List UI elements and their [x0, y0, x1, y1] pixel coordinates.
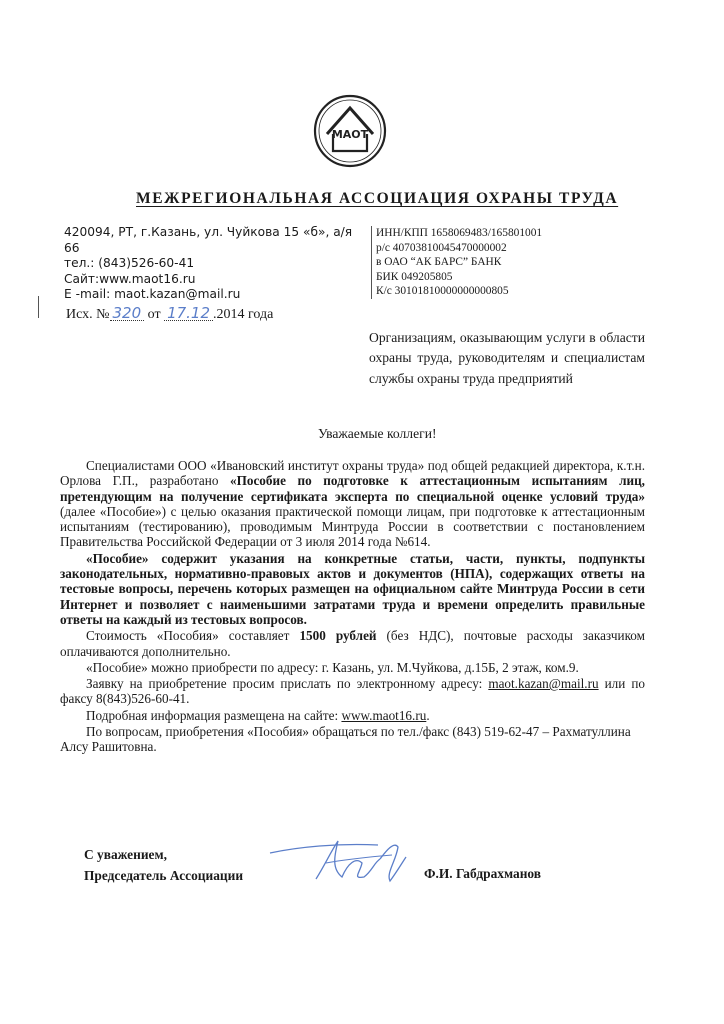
paragraph-4 [60, 660, 645, 675]
paragraph-2 [60, 551, 645, 627]
handwritten-number: 320 [110, 306, 145, 321]
letter-body [60, 458, 645, 756]
p1-text-end: (далее «Пособие») с целью оказания практической помощи лицам, при подготовке к аттестационным испытаниям (тестированию), проводимым Минтруда России в соответствии с постановлением Правительства Российской Федерации от 3 июля 2014 года №614. [60, 503, 645, 550]
p5-text-start: Заявку на приобретение просим прислать по электронному адресу: [86, 676, 489, 692]
greeting: Уважаемые коллеги! [318, 426, 437, 441]
organization-name: МЕЖРЕГИОНАЛЬНАЯ АССОЦИАЦИЯ ОХРАНЫ ТРУДА [136, 190, 619, 207]
correspondent-account: К/с 30101810000000000805 [376, 285, 509, 298]
p4-text: «Пособие» можно приобрести по адресу: г. Казань, ул. М.Чуйкова, д.15Б, 2 этаж, ком.9. [86, 659, 579, 675]
inn-kpp: ИНН/КПП 1658069483/165801001 [376, 227, 543, 239]
bik: БИК 049205805 [376, 270, 453, 283]
divider-line [38, 296, 39, 318]
maot-logo [313, 94, 387, 168]
paragraph-7 [60, 724, 645, 755]
logo-text: МАОТ [331, 128, 369, 141]
outgoing-prefix: Исх. № [66, 307, 110, 322]
p1-manual-title: «Пособие по подготовке к аттестационным испытаниям лиц, претендующим на получение сертификата эксперта по специальной оценке условий труда» [60, 473, 645, 504]
paragraph-6 [60, 708, 645, 723]
outgoing-year: .2014 года [213, 307, 274, 322]
p6-text-start: Подробная информация размещена на сайте: [86, 707, 342, 723]
handwritten-signature [268, 833, 418, 891]
address-line: 420094, РТ, г.Казань, ул. Чуйкова 15 «б», а/я [64, 225, 353, 239]
p1-text-start: Специалистами ООО «Ивановский институт охраны труда» под общей редакцией директора, к.т.н. Орлова Г.П., разработано [60, 458, 645, 489]
signer-name: Ф.И. Габдрахманов [424, 866, 542, 881]
email-line: E -mail: maot.kazan@mail.ru [64, 287, 241, 301]
bank-details-block [371, 226, 542, 299]
outgoing-from-label: от [147, 307, 161, 322]
website-line: Сайт:www.maot16.ru [64, 271, 196, 286]
bank-name: в ОАО “АК БАРС” БАНК [376, 256, 502, 269]
paragraph-3 [60, 628, 645, 659]
phone-line: тел.: (843)526-60-41 [64, 256, 195, 270]
paragraph-5 [60, 676, 645, 707]
website-link[interactable]: www.maot16.ru [341, 707, 427, 723]
email-link[interactable]: maot.kazan@mail.ru [488, 676, 599, 692]
closing-block [84, 845, 243, 886]
p2-text: «Пособие» содержит указания на конкретные статьи, части, пункты, подпункты законодательных, нормативно-правовых актов и документов (НПА), содержащих ответы на тестовые вопросы, перечень которых размещен на официальном сайте Минтруда России в сети Интернет и позволяет с наименьшими затратами труда и времени определить правильные ответы на каждый из тестовых вопросов. [60, 550, 645, 627]
closing-position: Председатель Ассоциации [84, 867, 244, 883]
outgoing-number [66, 306, 273, 323]
p3-text-end: (без НДС), почтовые расходы заказчиком оплачиваются дополнительно. [60, 628, 645, 659]
p3-text-start: Стоимость «Пособия» составляет [86, 628, 300, 644]
po-box-line: 66 [64, 240, 80, 255]
p7-text: По вопросам, приобретения «Пособия» обращаться по тел./факс (843) 519-62-47 – Рахматуллина Алсу Рашитовна. [60, 724, 631, 755]
price: 1500 рублей [299, 628, 377, 644]
handwritten-date: 17.12 [164, 306, 213, 321]
settlement-account: р/с 40703810045470000002 [376, 241, 507, 254]
p6-text-end: . [426, 707, 430, 723]
p5-text-end: или по факсу 8(843)526-60-41. [60, 676, 645, 707]
recipient-block: Организациям, оказывающим услуги в области охраны труда, руководителям и специалистам службы охраны труда предприятий [369, 330, 645, 386]
contact-block [64, 225, 354, 303]
paragraph-1 [60, 458, 645, 550]
closing-regards: С уважением, [84, 847, 167, 862]
